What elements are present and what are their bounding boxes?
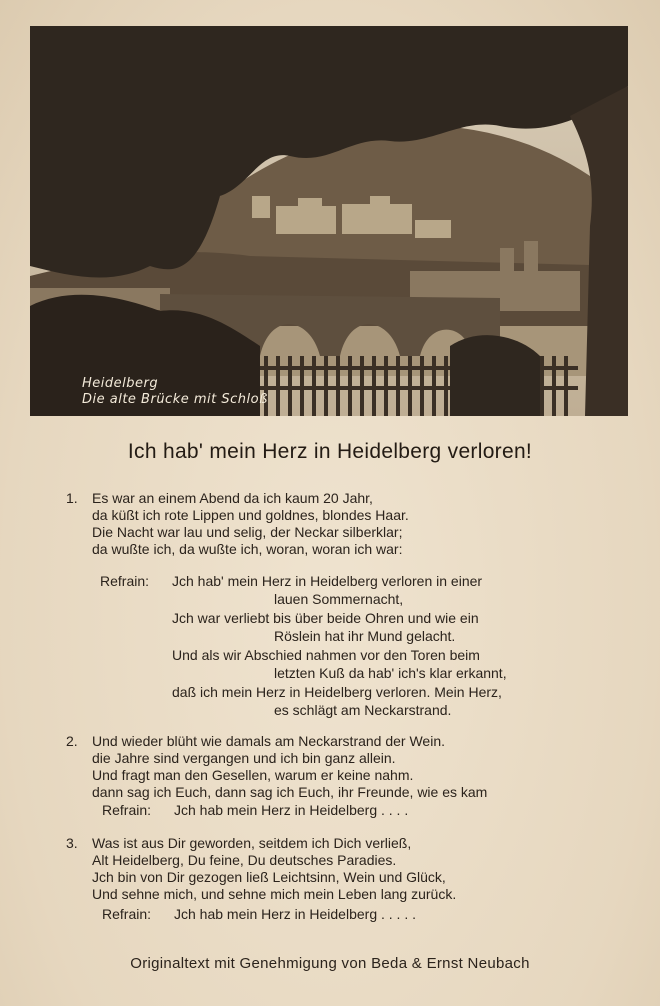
refrain-line: Röslein hat ihr Mund gelacht. bbox=[274, 628, 456, 644]
heidelberg-photo bbox=[30, 26, 628, 416]
verse-line: Was ist aus Dir geworden, seitdem ich Dich verließ, bbox=[92, 835, 412, 851]
song-title: Ich hab' mein Herz in Heidelberg verloren! bbox=[127, 440, 533, 463]
refrain-line: Jch hab' mein Herz in Heidelberg verloren in einer bbox=[172, 573, 483, 589]
photo-illustration bbox=[30, 26, 628, 416]
refrain-text: Jch hab mein Herz in Heidelberg . . . . bbox=[174, 802, 409, 818]
verse-line: Jch bin von Dir gezogen ließ Leichtsinn, Wein und Glück, bbox=[92, 869, 446, 885]
verse-line: Die Nacht war lau und selig, der Neckar silberklar; bbox=[92, 524, 403, 540]
refrain-line: lauen Sommernacht, bbox=[274, 591, 404, 607]
refrain-line: letzten Kuß da hab' ich's klar erkannt, bbox=[274, 665, 507, 681]
verse-line: da küßt ich rote Lippen und goldnes, blondes Haar. bbox=[92, 507, 409, 523]
verse-3-refrain bbox=[102, 906, 416, 922]
photo-caption bbox=[82, 376, 268, 408]
refrain-label: Refrain: bbox=[100, 573, 150, 589]
refrain-line: daß ich mein Herz in Heidelberg verloren. Mein Herz, bbox=[172, 684, 502, 700]
refrain-line: es schlägt am Neckarstrand. bbox=[274, 702, 452, 718]
verse-line: Alt Heidelberg, Du feine, Du deutsches Paradies. bbox=[92, 852, 397, 868]
verse-number: 1. bbox=[66, 490, 78, 506]
verse-line: dann sag ich Euch, dann sag ich Euch, ihr Freunde, wie es kam bbox=[92, 784, 488, 800]
copyright-note: Originaltext mit Genehmigung von Beda & Ernst Neubach bbox=[130, 955, 530, 972]
caption-subject: Die alte Brücke mit Schloß bbox=[82, 392, 268, 407]
verse-line: Und fragt man den Gesellen, warum er keine nahm. bbox=[92, 767, 414, 783]
caption-place: Heidelberg bbox=[82, 376, 159, 391]
refrain-line: Und als wir Abschied nahmen vor den Toren beim bbox=[172, 647, 480, 663]
refrain-line: Jch war verliebt bis über beide Ohren und wie ein bbox=[172, 610, 479, 626]
verse-line: da wußte ich, da wußte ich, woran, woran ich war: bbox=[92, 541, 403, 557]
verse-line: die Jahre sind vergangen und ich bin ganz allein. bbox=[92, 750, 396, 766]
refrain-label: Refrain: bbox=[102, 802, 152, 818]
verse-line: Und sehne mich, und sehne mich mein Leben lang zurück. bbox=[92, 886, 457, 902]
verse-line: Und wieder blüht wie damals am Neckarstrand der Wein. bbox=[92, 733, 446, 749]
refrain-text: Jch hab mein Herz in Heidelberg . . . . . bbox=[174, 906, 416, 922]
verse-number: 3. bbox=[66, 835, 78, 851]
refrain-label: Refrain: bbox=[102, 906, 152, 922]
verse-2-refrain bbox=[102, 802, 408, 818]
verse-line: Es war an einem Abend da ich kaum 20 Jahr, bbox=[92, 490, 373, 506]
verse-number: 2. bbox=[66, 733, 78, 749]
